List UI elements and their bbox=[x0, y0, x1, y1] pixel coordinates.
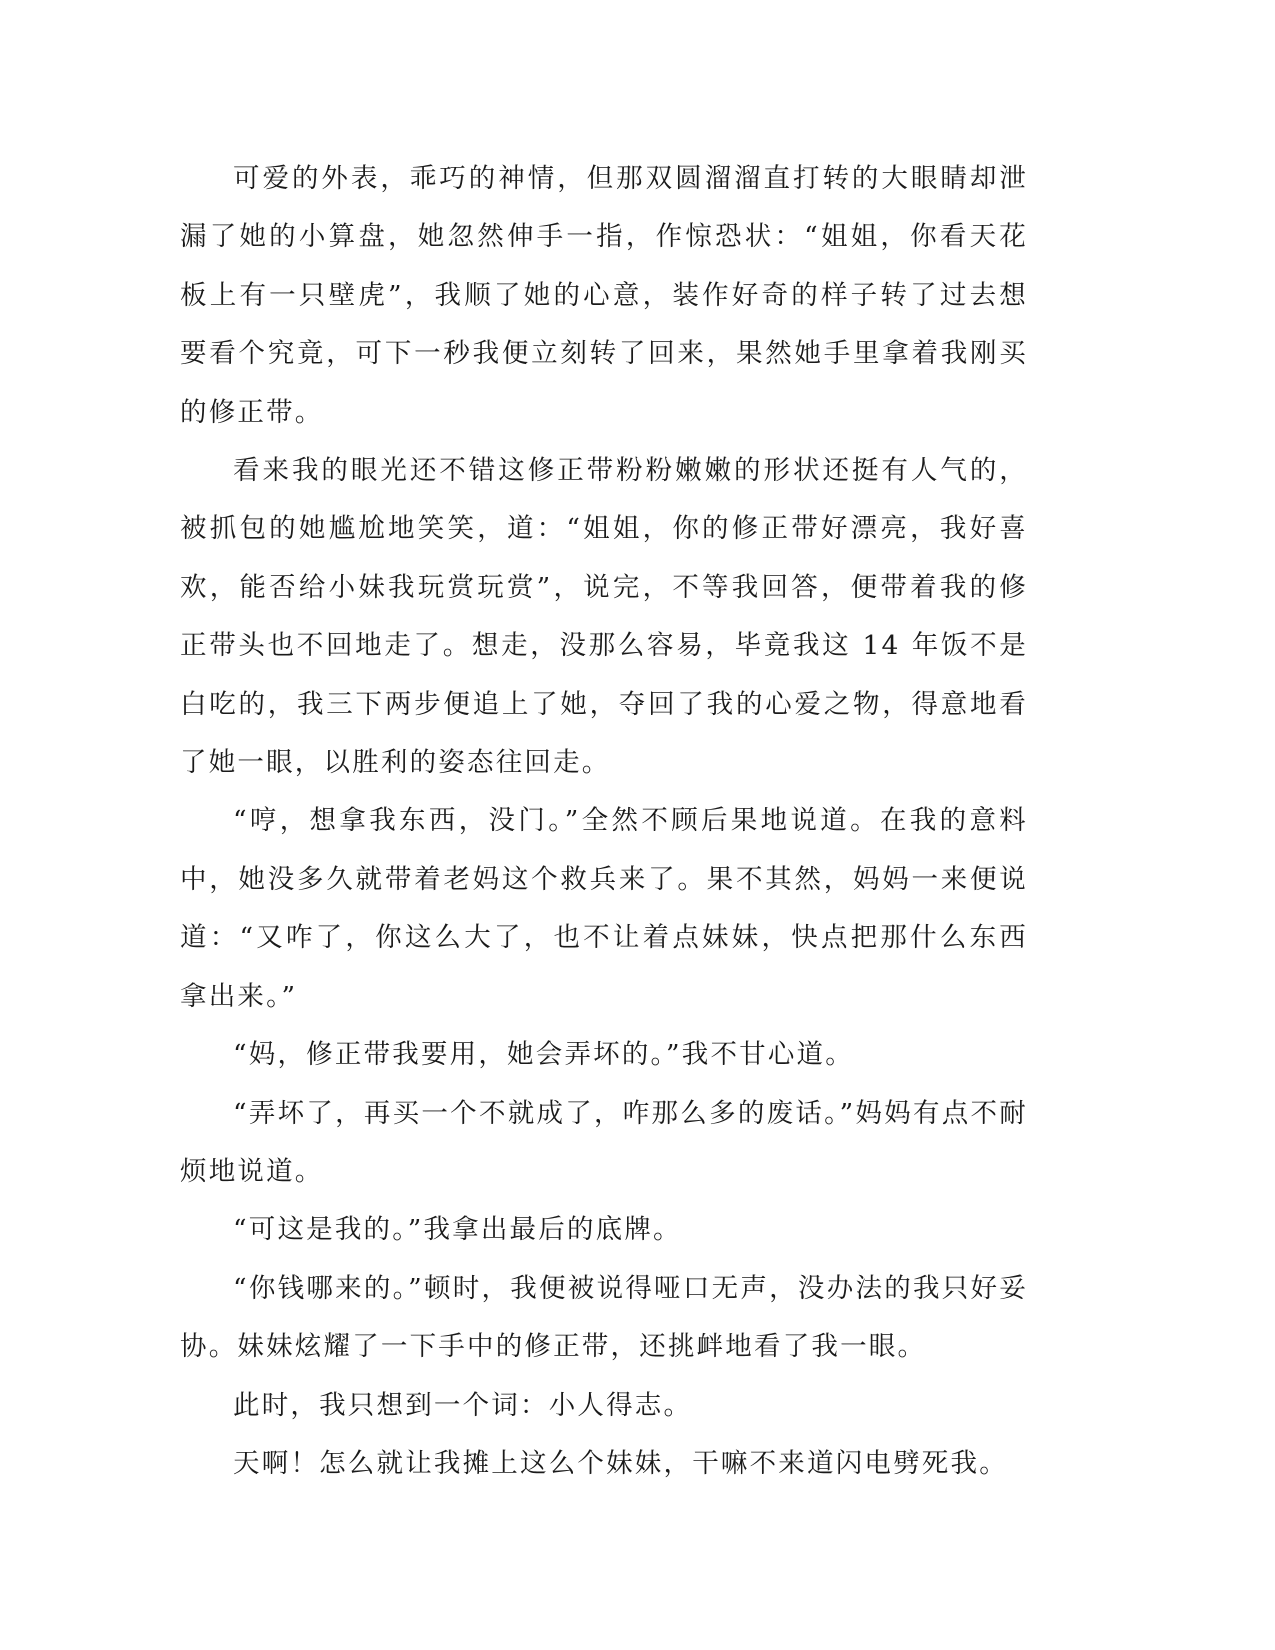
paragraph-6: “可这是我的。”我拿出最后的底牌。 bbox=[233, 1214, 682, 1246]
paragraph-9: 天啊！怎么就让我摊上这么个妹妹，干嘛不来道闪电劈死我。 bbox=[233, 1447, 1008, 1479]
paragraph-4: “妈，修正带我要用，她会弄坏的。”我不甘心道。 bbox=[233, 1039, 854, 1071]
paragraph-5: “弄坏了，再买一个不就成了，咋那么多的废话。”妈妈有点不耐烦地说道。 bbox=[180, 1097, 1028, 1187]
paragraph-2: 看来我的眼光还不错这修正带粉粉嫩嫩的形状还挺有人气的，被抓包的她尴尬地笑笑，道：“姐姐，你的修正带好漂亮，我好喜欢，能否给小妹我玩赏玩赏”，说完，不等我回答，便带着我的修正带头也不回地走了。想走，没那么容易，毕竟我这 14 年饭不是白吃的，我三下两步便追上了她，夺回了我的心爱之物，得意地看了她一眼，以胜利的姿态往回走。 bbox=[180, 455, 1028, 779]
document-body bbox=[180, 150, 1028, 1493]
paragraph-7: “你钱哪来的。”顿时，我便被说得哑口无声，没办法的我只好妥协。妹妹炫耀了一下手中的修正带，还挑衅地看了我一眼。 bbox=[180, 1272, 1028, 1363]
paragraph-8: 此时，我只想到一个词：小人得志。 bbox=[233, 1389, 693, 1421]
paragraph-1: 可爱的外表，乖巧的神情，但那双圆溜溜直打转的大眼睛却泄漏了她的小算盘，她忽然伸手一指，作惊恐状：“姐姐，你看天花板上有一只壁虎”，我顺了她的心意，装作好奇的样子转了过去想要看个究竟，可下一秒我便立刻转了回来，果然她手里拿着我刚买的修正带。 bbox=[180, 163, 1028, 428]
paragraph-3: “哼，想拿我东西，没门。”全然不顾后果地说道。在我的意料中，她没多久就带着老妈这个救兵来了。果不其然，妈妈一来便说道：“又咋了，你这么大了，也不让着点妹妹，快点把那什么东西拿出来。” bbox=[180, 805, 1028, 1012]
